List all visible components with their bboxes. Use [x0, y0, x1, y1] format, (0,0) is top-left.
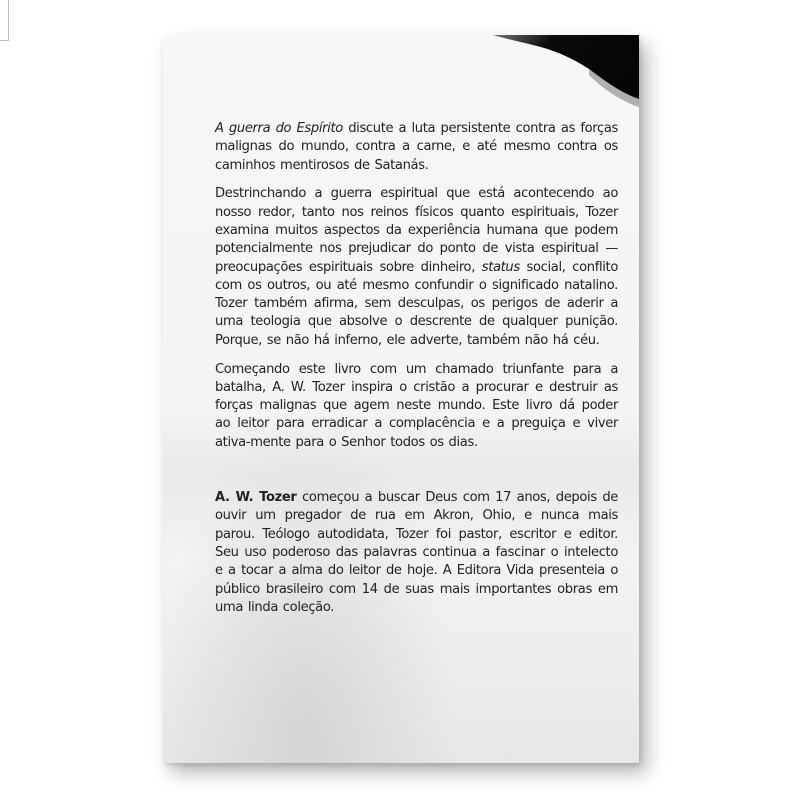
- crop-corner-mark: [0, 0, 9, 41]
- synopsis-paragraph-1: [215, 120, 618, 175]
- synopsis-paragraph-2-text-b: social, conflito com os outros, ou até mesmo confundir o significado natalino. Tozer também afirma, sem desculpas, os perigos de aderir a uma teologia que absolve o descrente de qualquer punição. Porque, se não há inferno, ele adverte, também não há céu.: [215, 259, 618, 348]
- back-cover-text: [215, 120, 618, 628]
- ink-smudge-decoration: [493, 35, 639, 125]
- author-name: A. W. Tozer: [215, 490, 297, 506]
- book-title-italic: A guerra do Espírito: [215, 121, 343, 136]
- status-italic: status: [481, 259, 520, 275]
- author-bio-text: começou a buscar Deus com 17 anos, depois de ouvir um pregador de rua em Akron, Ohio, e nunca mais parou. Teólogo autodidata, Tozer foi pastor, escritor e editor. Seu uso poderoso das palavras continua a fascinar o intelecto e a tocar a alma do leitor de hoje. A Editora Vida presenteia o público brasileiro com 14 de suas mais importantes obras em uma linda coleção.: [215, 490, 618, 615]
- synopsis-paragraph-2-text-a: Destrinchando a guerra espiritual que está acontecendo ao nosso redor, tanto nos reinos físicos quanto espirituais, Tozer examina muitos aspectos da experiência humana que podem potencialmente nos prejudicar do ponto de vista espiritual — preocupações espirituais sobre dinheiro,: [215, 186, 618, 275]
- synopsis-paragraph-3: Começando este livro com um chamado triunfante para a batalha, A. W. Tozer inspira o cristão a procurar e destruir as forças malignas que agem neste mundo. Este livro dá poder ao leitor para erradicar a complacência e a preguiça e viver ativa-mente para o Senhor todos os dias.: [215, 361, 618, 450]
- synopsis-paragraph-1-text: discute a luta persistente contra as forças malignas do mundo, contra a carne, e até mesmo contra os caminhos mentirosos de Satanás.: [215, 121, 618, 173]
- author-bio-paragraph: [215, 489, 618, 617]
- book-back-cover: [163, 35, 639, 763]
- synopsis-paragraph-2: [215, 185, 618, 350]
